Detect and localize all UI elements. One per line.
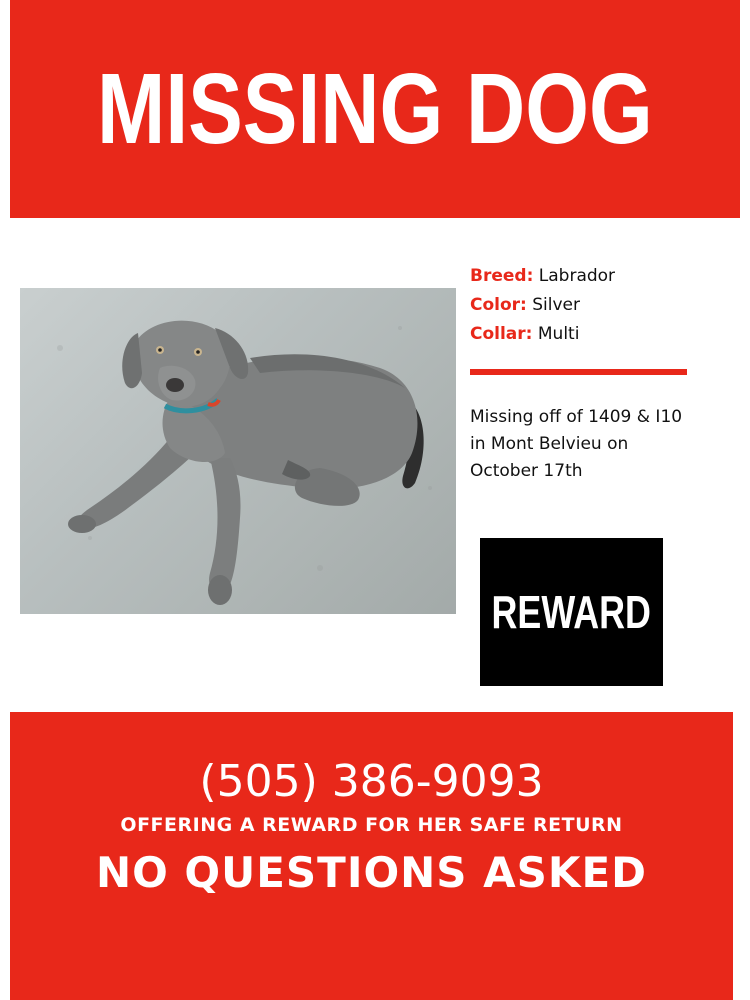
reward-badge: [480, 538, 663, 686]
missing-line: Missing off of 1409 & I10: [470, 407, 683, 427]
dog-details: [470, 262, 720, 349]
detail-value: Silver: [532, 295, 580, 315]
missing-location: [470, 404, 720, 485]
detail-value: Labrador: [538, 266, 616, 286]
detail-color: [470, 291, 720, 320]
contact-phone: (505) 386-9093: [199, 756, 544, 807]
detail-label: Collar:: [470, 324, 533, 344]
footer-banner: [10, 712, 733, 1000]
reward-label: REWARD: [491, 586, 652, 638]
missing-line: October 17th: [470, 461, 583, 481]
dog-photo: [20, 288, 456, 614]
page-title: MISSING DOG: [97, 53, 653, 165]
detail-value: Multi: [537, 324, 580, 344]
detail-label: Breed:: [470, 266, 534, 286]
detail-collar: [470, 320, 720, 349]
tagline: NO QUESTIONS ASKED: [95, 848, 648, 897]
reward-offer: OFFERING A REWARD FOR HER SAFE RETURN: [120, 814, 623, 836]
divider: [470, 369, 687, 375]
detail-label: Color:: [470, 295, 527, 315]
missing-line: in Mont Belvieu on: [470, 434, 629, 454]
header-banner: [10, 0, 740, 218]
detail-breed: [470, 262, 720, 291]
